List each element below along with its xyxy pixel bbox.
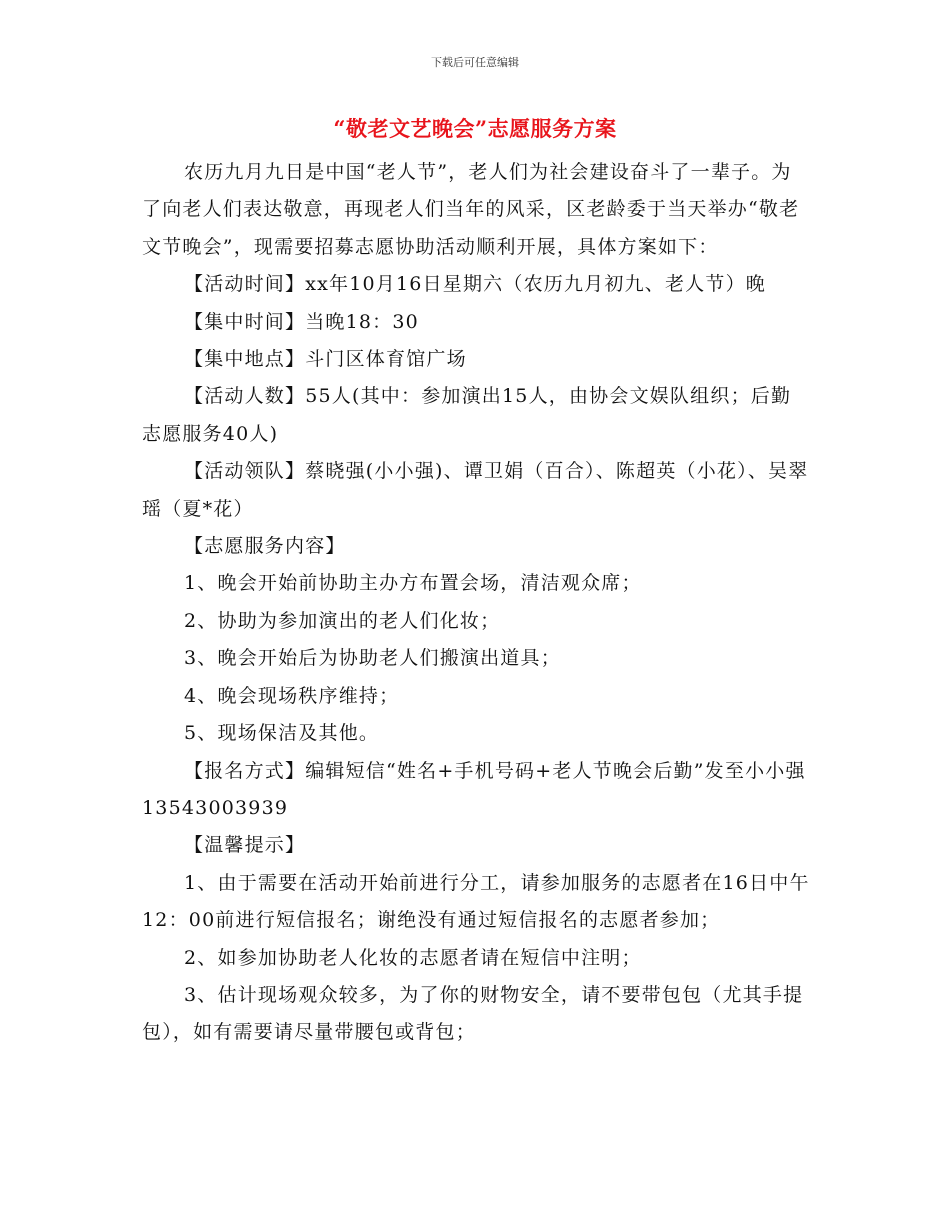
- service-item: 3、晚会开始后为协助老人们搬演出道具；: [184, 647, 561, 670]
- service-item: 4、晚会现场秩序维持；: [184, 684, 400, 707]
- activity-time: 【活动时间】xx年10月16日星期六（农历九月初九、老人节）晚: [184, 273, 766, 296]
- document-title: “敬老文艺晚会”志愿服务方案: [333, 116, 617, 141]
- tip-item: 3、估计现场观众较多，为了你的财物安全，请不要带包包（尤其手提包），如有需要请尽量带腰包或背包；: [142, 983, 804, 1044]
- page-header-note: 下载后可任意编辑: [431, 56, 519, 69]
- activity-leaders: 【活动领队】蔡晓强(小小强)、谭卫娟（百合）、陈超英（小花）、吴翠瑶（夏*花）: [142, 460, 809, 520]
- tips-heading: 【温馨提示】: [184, 834, 306, 857]
- gathering-place: 【集中地点】斗门区体育馆广场: [184, 348, 467, 371]
- service-item: 2、协助为参加演出的老人们化妆；: [184, 609, 501, 632]
- service-item: 5、现场保洁及其他。: [184, 722, 380, 745]
- service-content-heading: 【志愿服务内容】: [184, 535, 346, 558]
- service-item: 1、晚会开始前协助主办方布置会场，清洁观众席；: [184, 572, 642, 595]
- participant-count: 【活动人数】55人(其中：参加演出15人，由协会文娱队组织；后勤志愿服务40人): [142, 385, 792, 445]
- registration-method: 【报名方式】编辑短信“姓名+手机号码+老人节晚会后勤”发至小小强13543003939: [142, 759, 806, 819]
- intro-paragraph: 农历九月九日是中国“老人节”，老人们为社会建设奋斗了一辈子。为了向老人们表达敬意，再现老人们当年的风采，区老龄委于当天举办“敬老文节晚会”，现需要招募志愿协助活动顺利开展，具体方案如下：: [142, 161, 800, 258]
- gathering-time: 【集中时间】当晚18：30: [184, 310, 419, 333]
- document-body: [142, 154, 810, 1052]
- tip-item: 2、如参加协助老人化妆的志愿者请在短信中注明；: [184, 946, 642, 969]
- tip-item: 1、由于需要在活动开始前进行分工，请参加服务的志愿者在16日中午12：00前进行短信报名；谢绝没有通过短信报名的志愿者参加；: [142, 871, 810, 932]
